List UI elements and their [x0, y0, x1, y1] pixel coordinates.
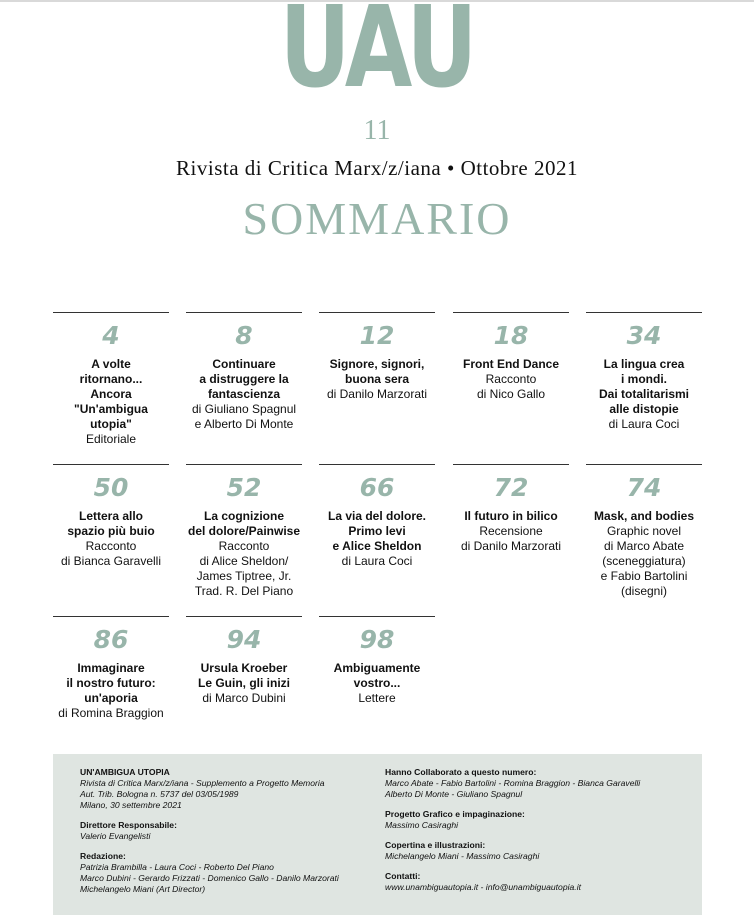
toc-description-line: Graphic novel	[606, 524, 682, 538]
colophon-heading: Direttore Responsabile:	[80, 820, 177, 830]
toc-description-line: e Alberto Di Monte	[194, 417, 294, 431]
toc-entry-rule	[186, 464, 302, 465]
colophon-block	[385, 840, 695, 862]
toc-title-line: buona sera	[344, 372, 410, 386]
toc-title-line: Mask, and bodies	[593, 509, 695, 523]
toc-title-line: spazio più buio	[67, 524, 155, 538]
toc-description-line: Racconto	[218, 539, 270, 553]
toc-description-line: di Giuliano Spagnul	[191, 402, 297, 416]
toc-title-line: Immaginare	[77, 661, 145, 675]
toc-page-number: 50	[93, 473, 129, 502]
toc-page-number: 12	[359, 321, 395, 350]
toc-entry-rule	[186, 312, 302, 313]
colophon	[53, 754, 702, 915]
toc-entry	[186, 616, 302, 706]
toc-description-line: di Bianca Garavelli	[60, 554, 162, 568]
toc-entry	[586, 464, 702, 599]
toc-title-line: La lingua crea	[603, 357, 685, 371]
colophon-line: Michelangelo Miani (Art Director)	[80, 884, 206, 894]
colophon-block	[80, 851, 370, 895]
colophon-block	[80, 767, 370, 811]
toc-description-line: di Laura Coci	[608, 417, 680, 431]
toc-entry	[319, 464, 435, 569]
toc-title-line: Dai totalitarismi	[598, 387, 690, 401]
toc-entry	[53, 616, 169, 721]
toc-page-number: 72	[493, 473, 529, 502]
colophon-heading: Progetto Grafico e impaginazione:	[385, 809, 525, 819]
toc-title-line: a distruggere la	[199, 372, 289, 386]
colophon-heading: Contatti:	[385, 871, 421, 881]
colophon-block	[385, 809, 695, 831]
toc-page-number: 86	[93, 625, 129, 654]
toc-entry-rule	[586, 312, 702, 313]
toc-entry	[586, 312, 702, 432]
toc-title-line: Ambiguamente	[333, 661, 421, 675]
toc-description-line: di Laura Coci	[341, 554, 413, 568]
toc-description-line: Racconto	[85, 539, 137, 553]
toc-title-line: Continuare	[212, 357, 276, 371]
magazine-logo: UAU	[279, 0, 475, 113]
toc-description-line: Editoriale	[85, 432, 137, 446]
colophon-left-column	[80, 767, 370, 904]
toc-page-number: 18	[493, 321, 529, 350]
toc-page-number: 52	[226, 473, 262, 502]
toc-title-line: Lettera allo	[78, 509, 144, 523]
toc-title-line: ritornano...	[79, 372, 143, 386]
colophon-block	[385, 871, 695, 893]
colophon-line: Patrizia Brambilla - Laura Coci - Roberto Del Piano	[80, 862, 274, 872]
section-title: SOMMARIO	[242, 193, 512, 244]
colophon-line: Alberto Di Monte - Giuliano Spagnul	[385, 789, 523, 799]
toc-page-number: 94	[226, 625, 262, 654]
toc-entry-rule	[453, 312, 569, 313]
toc-title-line: un'aporia	[84, 691, 138, 705]
toc-entry	[453, 464, 569, 554]
toc-description-line: Recensione	[479, 524, 543, 538]
toc-title-line: La via del dolore.	[327, 509, 427, 523]
toc-page-number: 8	[235, 321, 253, 350]
toc-entry-rule	[319, 616, 435, 617]
toc-description-line: e Fabio Bartolini	[600, 569, 688, 583]
colophon-heading: Copertina e illustrazioni:	[385, 840, 486, 850]
toc-description-line: di Alice Sheldon/	[199, 554, 289, 568]
toc-title-line: Front End Dance	[462, 357, 559, 371]
colophon-right-column	[385, 767, 695, 902]
toc-description-line: di Danilo Marzorati	[326, 387, 428, 401]
toc-entry	[453, 312, 569, 402]
toc-page-number: 66	[359, 473, 395, 502]
colophon-line: Marco Dubini - Gerardo Frizzati - Domenico Gallo - Danilo Marzorati	[80, 873, 339, 883]
colophon-heading: Hanno Collaborato a questo numero:	[385, 767, 537, 777]
toc-entry-rule	[319, 312, 435, 313]
toc-page-number: 74	[626, 473, 662, 502]
toc-entry	[186, 464, 302, 599]
toc-description-line: Racconto	[485, 372, 537, 386]
toc-entry	[53, 464, 169, 569]
toc-entry-rule	[586, 464, 702, 465]
toc-entry-rule	[53, 616, 169, 617]
toc-title-line: Le Guin, gli inizi	[198, 676, 290, 690]
toc-entry-rule	[453, 464, 569, 465]
colophon-heading: Redazione:	[80, 851, 126, 861]
toc-title-line: i mondi.	[621, 372, 667, 386]
toc-description-line: Lettere	[358, 691, 396, 705]
colophon-line: Milano, 30 settembre 2021	[80, 800, 182, 810]
toc-description-line: di Danilo Marzorati	[460, 539, 562, 553]
toc-description-line: (sceneggiatura)	[602, 554, 686, 568]
toc-description-line: di Nico Gallo	[476, 387, 546, 401]
toc-entry	[186, 312, 302, 432]
toc-title-line: La cognizione	[203, 509, 284, 523]
colophon-line: Rivista di Critica Marx/z/iana - Supplemento a Progetto Memoria	[80, 778, 325, 788]
colophon-line: Aut. Trib. Bologna n. 5737 del 03/05/1989	[80, 789, 239, 799]
toc-title-line: Ursula Kroeber	[200, 661, 288, 675]
toc-page-number: 4	[102, 321, 120, 350]
toc-entry	[53, 312, 169, 447]
issue-number: 11	[363, 115, 391, 146]
toc-title-line: Primo levi	[348, 524, 406, 538]
toc-title-line: e Alice Sheldon	[332, 539, 422, 553]
toc-title-line: vostro...	[353, 676, 401, 690]
toc-entry-rule	[186, 616, 302, 617]
toc-entry	[319, 616, 435, 706]
toc-entry	[319, 312, 435, 402]
colophon-heading: UN'AMBIGUA UTOPIA	[80, 767, 170, 777]
toc-title-line: Il futuro in bilico	[464, 509, 558, 523]
colophon-line: Valerio Evangelisti	[80, 831, 151, 841]
toc-entry-rule	[319, 464, 435, 465]
magazine-subtitle: Rivista di Critica Marx/z/iana • Ottobre 2021	[176, 156, 578, 180]
colophon-block	[80, 820, 370, 842]
toc-title-line: utopia"	[90, 417, 132, 431]
toc-entry-rule	[53, 312, 169, 313]
colophon-line: Massimo Casiraghi	[385, 820, 459, 830]
colophon-line: www.unambiguautopia.it - info@unambiguautopia.it	[385, 882, 581, 892]
toc-title-line: A volte	[91, 357, 131, 371]
toc-title-line: del dolore/Painwise	[187, 524, 301, 538]
toc-description-line: Trad. R. Del Piano	[194, 584, 294, 598]
toc-page-number: 98	[359, 625, 395, 654]
toc-title-line: alle distopie	[609, 402, 679, 416]
colophon-block	[385, 767, 695, 800]
toc-title-line: fantascienza	[207, 387, 281, 401]
toc-entry-rule	[53, 464, 169, 465]
toc-description-line: di Romina Braggion	[58, 706, 164, 720]
toc-title-line: Signore, signori,	[329, 357, 425, 371]
toc-description-line: di Marco Abate	[603, 539, 685, 553]
toc-description-line: di Marco Dubini	[202, 691, 286, 705]
toc-title-line: Ancora	[90, 387, 132, 401]
toc-page-number: 34	[626, 321, 662, 350]
colophon-line: Marco Abate - Fabio Bartolini - Romina Braggion - Bianca Garavelli	[385, 778, 641, 788]
colophon-line: Michelangelo Miani - Massimo Casiraghi	[385, 851, 540, 861]
toc-title-line: il nostro futuro:	[66, 676, 156, 690]
toc-description-line: James Tiptree, Jr.	[196, 569, 292, 583]
toc-title-line: "Un'ambigua	[74, 402, 148, 416]
toc-description-line: (disegni)	[620, 584, 668, 598]
